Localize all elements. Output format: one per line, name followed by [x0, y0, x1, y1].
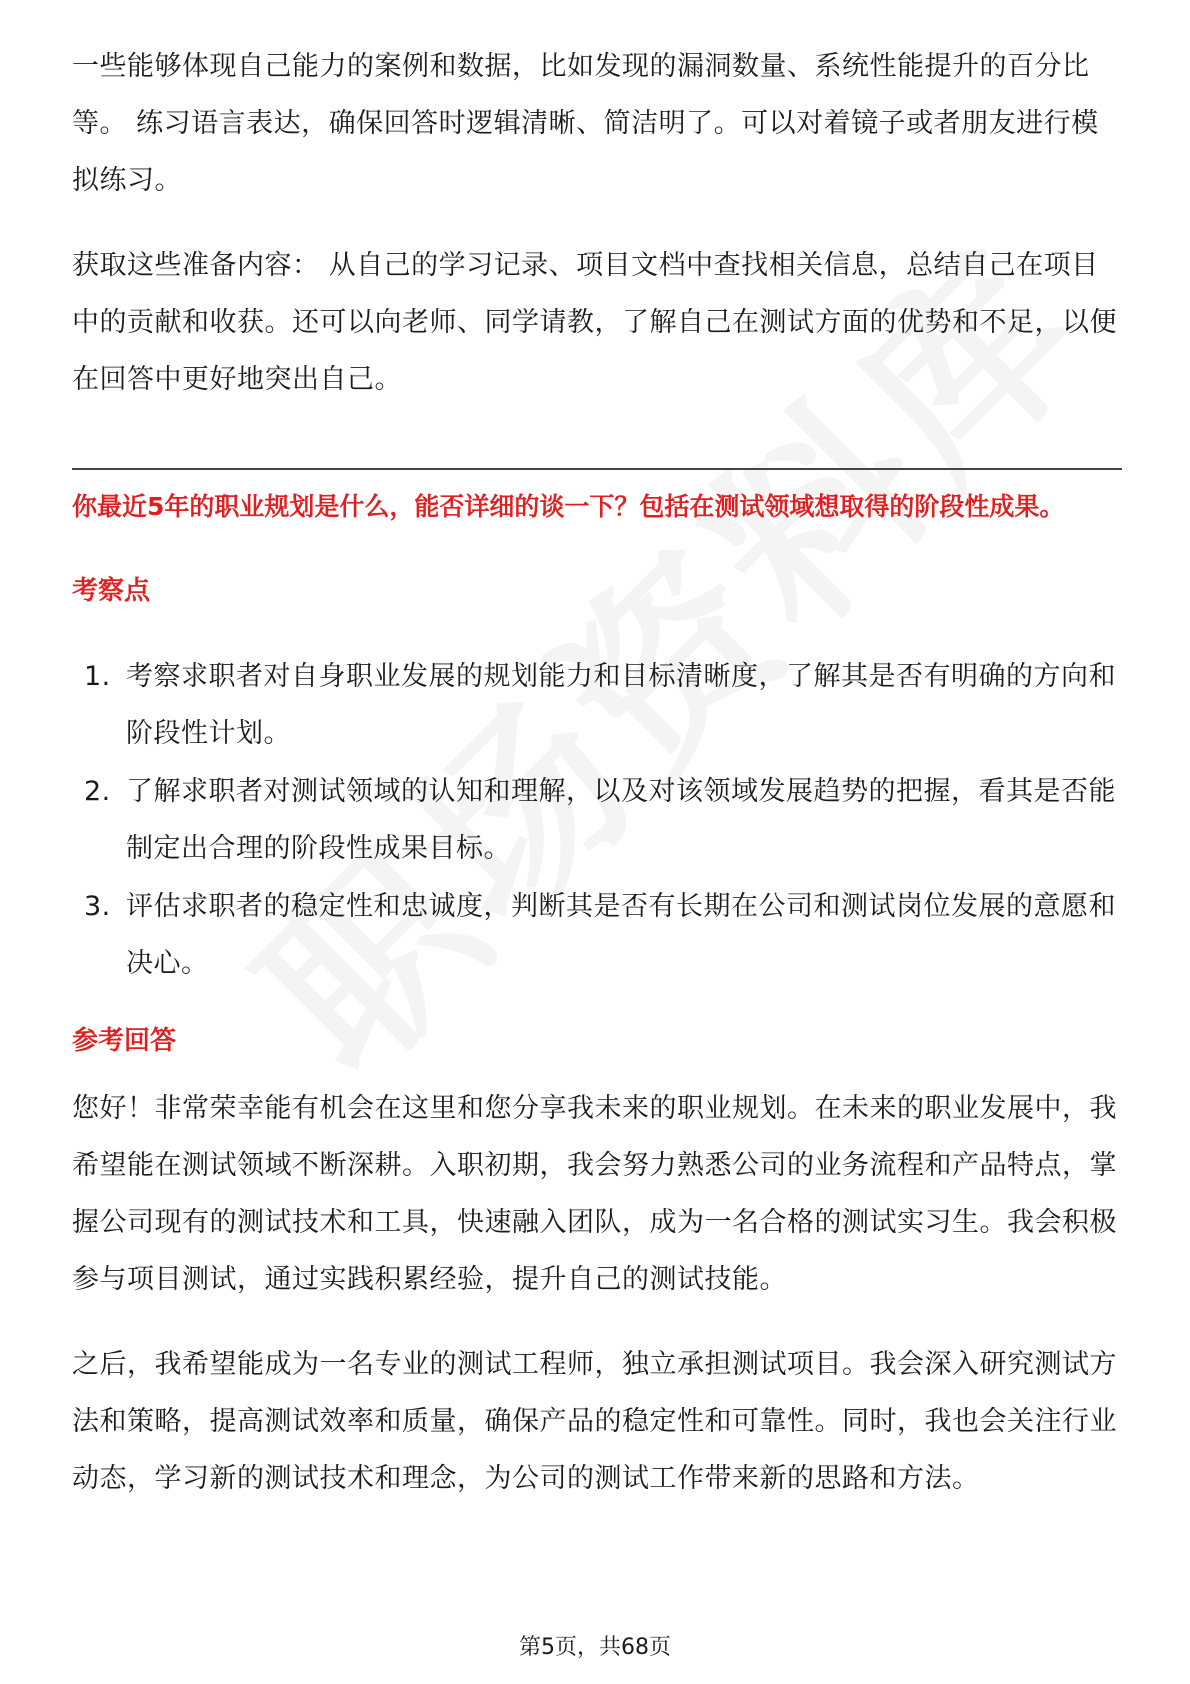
assessment-list [84, 648, 1124, 992]
list-item-number: 3. [84, 891, 111, 922]
question-title: 你最近5年的职业规划是什么，能否详细的谈一下？包括在测试领域想取得的阶段性成果。 [72, 492, 1065, 521]
answer-paragraph: 您好！非常荣幸能有机会在这里和您分享我未来的职业规划。在未来的职业发展中，我希望能在测试领域不断深耕。入职初期，我会努力熟悉公司的业务流程和产品特点，掌握公司现有的测试技术和工具，快速融入团队，成为一名合格的测试实习生。我会积极参与项目测试，通过实践积累经验，提升自己的测试技能。 [72, 1093, 1117, 1295]
list-item-text: 考察求职者对自身职业发展的规划能力和目标清晰度，了解其是否有明确的方向和阶段性计划。 [126, 661, 1116, 749]
list-item-text: 了解求职者对测试领域的认知和理解，以及对该领域发展趋势的把握，看其是否能制定出合理的阶段性成果目标。 [126, 776, 1116, 864]
paragraph-prep-sources: 获取这些准备内容： 从自己的学习记录、项目文档中查找相关信息，总结自己在项目中的贡献和收获。还可以向老师、同学请教，了解自己在测试方面的优势和不足，以便在回答中更好地突出自己。 [72, 250, 1117, 395]
list-item-number: 1. [84, 661, 111, 692]
top-section [72, 38, 1122, 408]
answer-heading: 参考回答 [72, 1026, 177, 1056]
answer-section [72, 1080, 1122, 1507]
list-item [84, 763, 1124, 877]
assessment-heading: 考察点 [72, 576, 151, 606]
list-item-number: 2. [84, 776, 111, 807]
answer-paragraph: 之后，我希望能成为一名专业的测试工程师，独立承担测试项目。我会深入研究测试方法和策略，提高测试效率和质量，确保产品的稳定性和可靠性。同时，我也会关注行业动态，学习新的测试技术和理念，为公司的测试工作带来新的思路和方法。 [72, 1349, 1117, 1494]
page-number: 第5页，共68页 [519, 1635, 671, 1660]
list-item [84, 878, 1124, 992]
list-item-text: 评估求职者的稳定性和忠诚度，判断其是否有长期在公司和测试岗位发展的意愿和决心。 [126, 891, 1116, 979]
list-item [84, 648, 1124, 762]
section-divider [72, 468, 1122, 470]
paragraph-prep-cases: 一些能够体现自己能力的案例和数据，比如发现的漏洞数量、系统性能提升的百分比等。 练习语言表达，确保回答时逻辑清晰、简洁明了。可以对着镜子或者朋友进行模拟练习。 [72, 51, 1099, 196]
